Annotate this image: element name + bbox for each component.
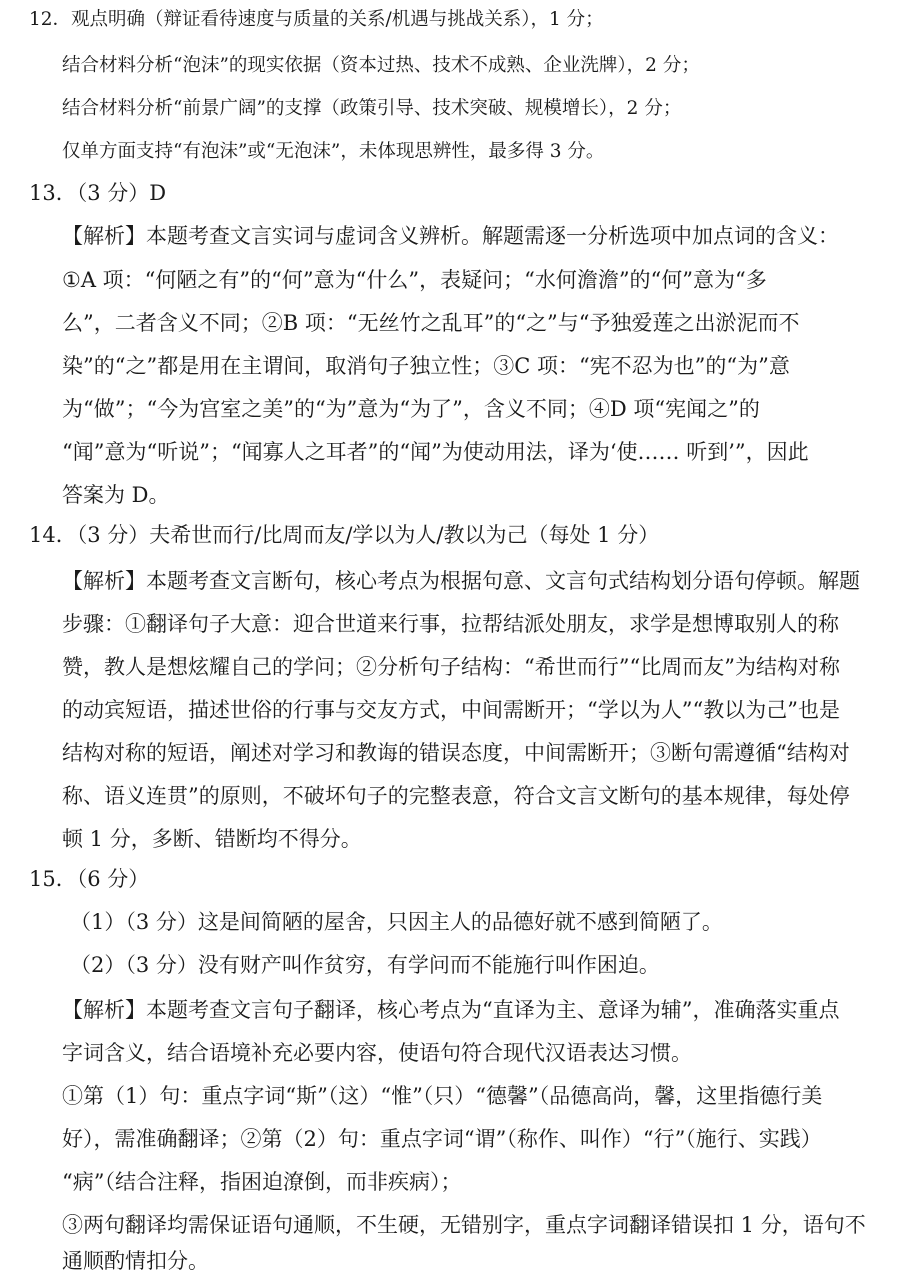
q15-analysis-line: “病”（结合注释，指困迫潦倒，而非疾病）；: [62, 1170, 462, 1194]
q12-line-4: 仅单方面支持“有泡沫”或“无泡沫”，未体现思辨性，最多得 3 分。: [62, 141, 605, 162]
q13-analysis-line: 染”的“之”都是用在主谓间，取消句子独立性；③C 项：“宪不忍为也”的“为”意: [62, 354, 790, 378]
q14-analysis-line: 的动宾短语，描述世俗的行事与交友方式，中间需断开；“学以为人”“教以为己”也是: [62, 698, 840, 722]
q15-header: 15．（6 分）: [29, 867, 150, 891]
q15-analysis-line: 字词含义，结合语境补充必要内容，使语句符合现代汉语表达习惯。: [62, 1041, 692, 1065]
q14-header: 14．（3 分）夫希世而行/比周而友/学以为人/教以为己（每处 1 分）: [29, 523, 660, 547]
q13-header: 13．（3 分）D: [29, 181, 167, 205]
q14-analysis-line: 赞，教人是想炫耀自己的学问；②分析句子结构：“希世而行”“比周而友”为结构对称: [62, 655, 840, 679]
q13-analysis-line: 答案为 D。: [62, 483, 170, 507]
q14-analysis-line: 结构对称的短语，阐述对学习和教诲的错误态度，中间需断开；③断句需遵循“结构对: [62, 741, 850, 765]
q13-analysis-line: 为“做”；“今为宫室之美”的“为”意为“为了”，含义不同；④D 项“宪闻之”的: [62, 397, 760, 421]
q13-analysis-line: “闻”意为“听说”；“闻寡人之耳者”的“闻”为使动用法，译为‘使…… 听到’”，因此: [62, 440, 809, 464]
q15-analysis-line: ①第（1）句：重点字词“斯”（这）“惟”（只）“德馨”（品德高尚，馨，这里指德行美: [62, 1084, 823, 1108]
q14-analysis-line: 顿 1 分，多断、错断均不得分。: [62, 827, 362, 851]
q14-analysis-line: 【解析】本题考查文言断句，核心考点为根据句意、文言句式结构划分语句停顿。解题: [62, 569, 860, 593]
q15-analysis-line: 通顺酌情扣分。: [62, 1249, 209, 1273]
q14-analysis-line: 称、语义连贯”的原则，不破坏句子的完整表意，符合文言文断句的基本规律，每处停: [62, 784, 850, 808]
q12-line-1: 12．观点明确（辩证看待速度与质量的关系/机遇与挑战关系），1 分；: [29, 9, 604, 30]
q15-answer-1: （1）（3 分）这是间简陋的屋舍，只因主人的品德好就不感到简陋了。: [70, 910, 723, 934]
q13-analysis-line: ①A 项：“何陋之有”的“何”意为“什么”，表疑问；“水何澹澹”的“何”意为“多: [62, 268, 767, 292]
q12-line-3: 结合材料分析“前景广阔”的支撑（政策引导、技术突破、规模增长），2 分；: [62, 98, 682, 119]
q14-analysis-line: 步骤：①翻译句子大意：迎合世道来行事，拉帮结派处朋友，求学是想博取别人的称: [62, 612, 839, 636]
q13-analysis-line: 【解析】本题考查文言实词与虚词含义辨析。解题需逐一分析选项中加点词的含义：: [62, 224, 839, 248]
q12-line-2: 结合材料分析“泡沫”的现实依据（资本过热、技术不成熟、企业洗牌），2 分；: [62, 55, 700, 76]
q13-analysis-line: 么”，二者含义不同；②B 项：“无丝竹之乱耳”的“之”与“予独爱莲之出淤泥而不: [62, 311, 800, 335]
q15-analysis-line: ③两句翻译均需保证语句通顺，不生硬，无错别字，重点字词翻译错误扣 1 分，语句不: [62, 1213, 866, 1237]
q15-analysis-line: 【解析】本题考查文言句子翻译，核心考点为“直译为主、意译为辅”，准确落实重点: [62, 998, 840, 1022]
q15-answer-2: （2）（3 分）没有财产叫作贫穷，有学问而不能施行叫作困迫。: [70, 953, 660, 977]
q15-analysis-line: 好），需准确翻译；②第（2）句：重点字词“谓”（称作、叫作）“行”（施行、实践）: [62, 1127, 822, 1151]
